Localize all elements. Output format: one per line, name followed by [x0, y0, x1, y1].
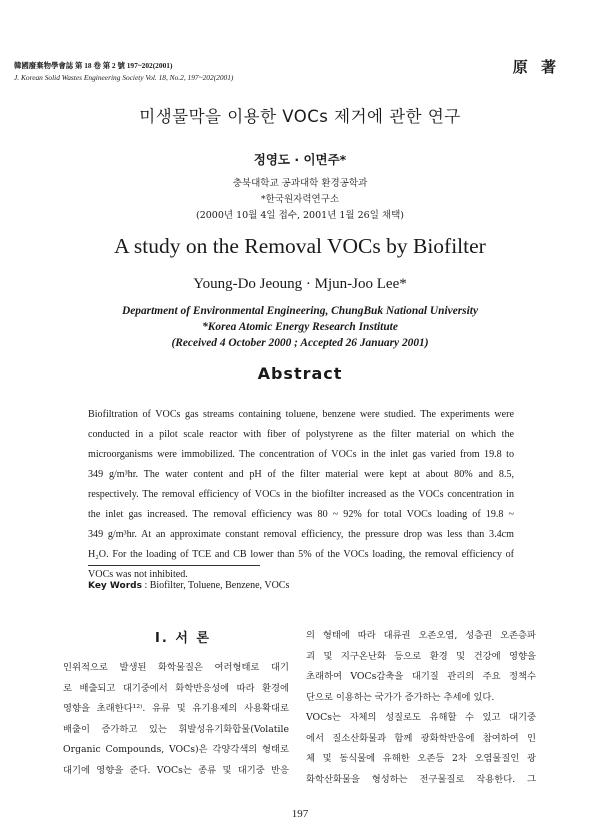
body-line: 초래하여 VOCs감축을 대기질 관리의 주요 정책수 [306, 671, 536, 682]
korean-title: 미생물막을 이용한 VOCs 제거에 관한 연구 [139, 107, 461, 126]
article-type-badge: 原 著 [512, 58, 560, 76]
abstract-line: H₂O. For the loading of TCE and CB lower than 5% of the VOCs loading, the removal efficiency of [88, 549, 514, 560]
body-column-right [306, 626, 536, 790]
keywords-label: Key Words [88, 581, 142, 591]
body-line: 인위적으로 발생된 화학물질은 여러형태로 대기 [63, 662, 289, 673]
body-line: 괴 및 지구온난화 등으로 환경 및 건강에 영향을 [306, 650, 536, 662]
abstract-line: the inlet gas increased. The removal efficiency was 80 ~ 92% for total VOCs loading of 19.8 ~ [88, 509, 514, 520]
korean-affiliations [0, 176, 600, 224]
body-line: VOCs는 자체의 성질로도 유해할 수 있고 대기중 [306, 712, 536, 723]
abstract-line: 349 g/m³hr. The water content and pH of the filter material were kept at about 80% and 8.5, [88, 469, 514, 480]
body-column-left [63, 658, 289, 781]
journal-citation-korean: 韓國廢棄物學會誌 第 18 卷 第 2 號 197~202(2001) [14, 61, 173, 70]
korean-affiliation-1: 충북대학교 공과대학 환경공학과 [232, 178, 368, 189]
body-line: Organic Compounds, VOCs)은 각양각색의 형태로 [63, 744, 289, 755]
body-line: 의 형태에 따라 대류권 오존오염, 성층권 오존층파 [306, 630, 536, 641]
korean-affiliation-2: *한국원자력연구소 [260, 194, 340, 205]
korean-authors: 정영도 · 이면주* [253, 152, 347, 167]
journal-citation-english: J. Korean Solid Wastes Engineering Society Vol. 18, No.2, 197~202(2001) [14, 73, 234, 82]
english-title: A study on the Removal VOCs by Biofilter [114, 234, 486, 258]
body-line: 영향을 초래한다¹²⁾. 유류 및 유기용제의 사용확대로 [63, 703, 289, 714]
abstract-line: conducted in a pilot scale reactor with fiber of polystyrene as the filter material on which the [88, 429, 514, 440]
page-number: 197 [291, 808, 309, 820]
abstract-line: 349 g/m³hr. At an approximate constant removal efficiency, the pressure drop was less than 3.4cm [88, 529, 514, 540]
english-affiliation-2: *Korea Atomic Energy Research Institute [202, 321, 398, 333]
keywords-text: : Biofilter, Toluene, Benzene, VOCs [141, 580, 290, 591]
section-heading-introduction: Ⅰ. 서 론 [155, 631, 211, 646]
english-authors: Young-Do Jeoung · Mjun-Joo Lee* [193, 276, 407, 292]
body-line: 체 및 동식물에 유해한 오존등 2차 오염물질인 광 [306, 753, 536, 764]
body-line: 단으로 이용하는 국가가 증가하는 추세에 있다. [306, 691, 495, 703]
body-line: 대기에 영향을 준다. VOCs는 종류 및 대기중 반응 [63, 764, 289, 776]
abstract-line: respectively. The removal efficiency of VOCs in the biofilter increased as the VOCs concentration in [88, 489, 514, 500]
body-line: 화학산화물을 형성하는 전구물질로 작용한다. 그 [306, 773, 536, 785]
abstract-heading: Abstract [257, 364, 343, 383]
body-line: 배출이 증가하고 있는 휘발성유기화합물(Volatile [63, 723, 289, 735]
body-line: 에서 질소산화물과 함께 광화학반응에 참여하여 인 [306, 732, 536, 744]
english-dates: (Received 4 October 2000 ; Accepted 26 January 2001) [171, 337, 429, 349]
abstract-line: VOCs was not inhibited. [88, 569, 188, 580]
abstract-body [88, 405, 514, 585]
abstract-line: microorganisms were immobilized. The concentration of VOCs in the inlet gas varied from 19.8 to [88, 449, 514, 460]
keywords [88, 580, 528, 591]
english-affiliation-1: Department of Environmental Engineering, ChungBuk National University [121, 305, 479, 317]
korean-dates: (2000년 10월 4일 접수, 2001년 1월 26일 채택) [196, 210, 404, 221]
abstract-line: Biofiltration of VOCs gas streams containing toluene, benzene were studied. The experiments were [88, 409, 514, 420]
body-line: 로 배출되고 대기중에서 화학반응성에 따라 환경에 [63, 682, 289, 694]
journal-citation [14, 60, 233, 84]
keywords-divider [88, 565, 260, 566]
english-affiliations [0, 303, 600, 351]
